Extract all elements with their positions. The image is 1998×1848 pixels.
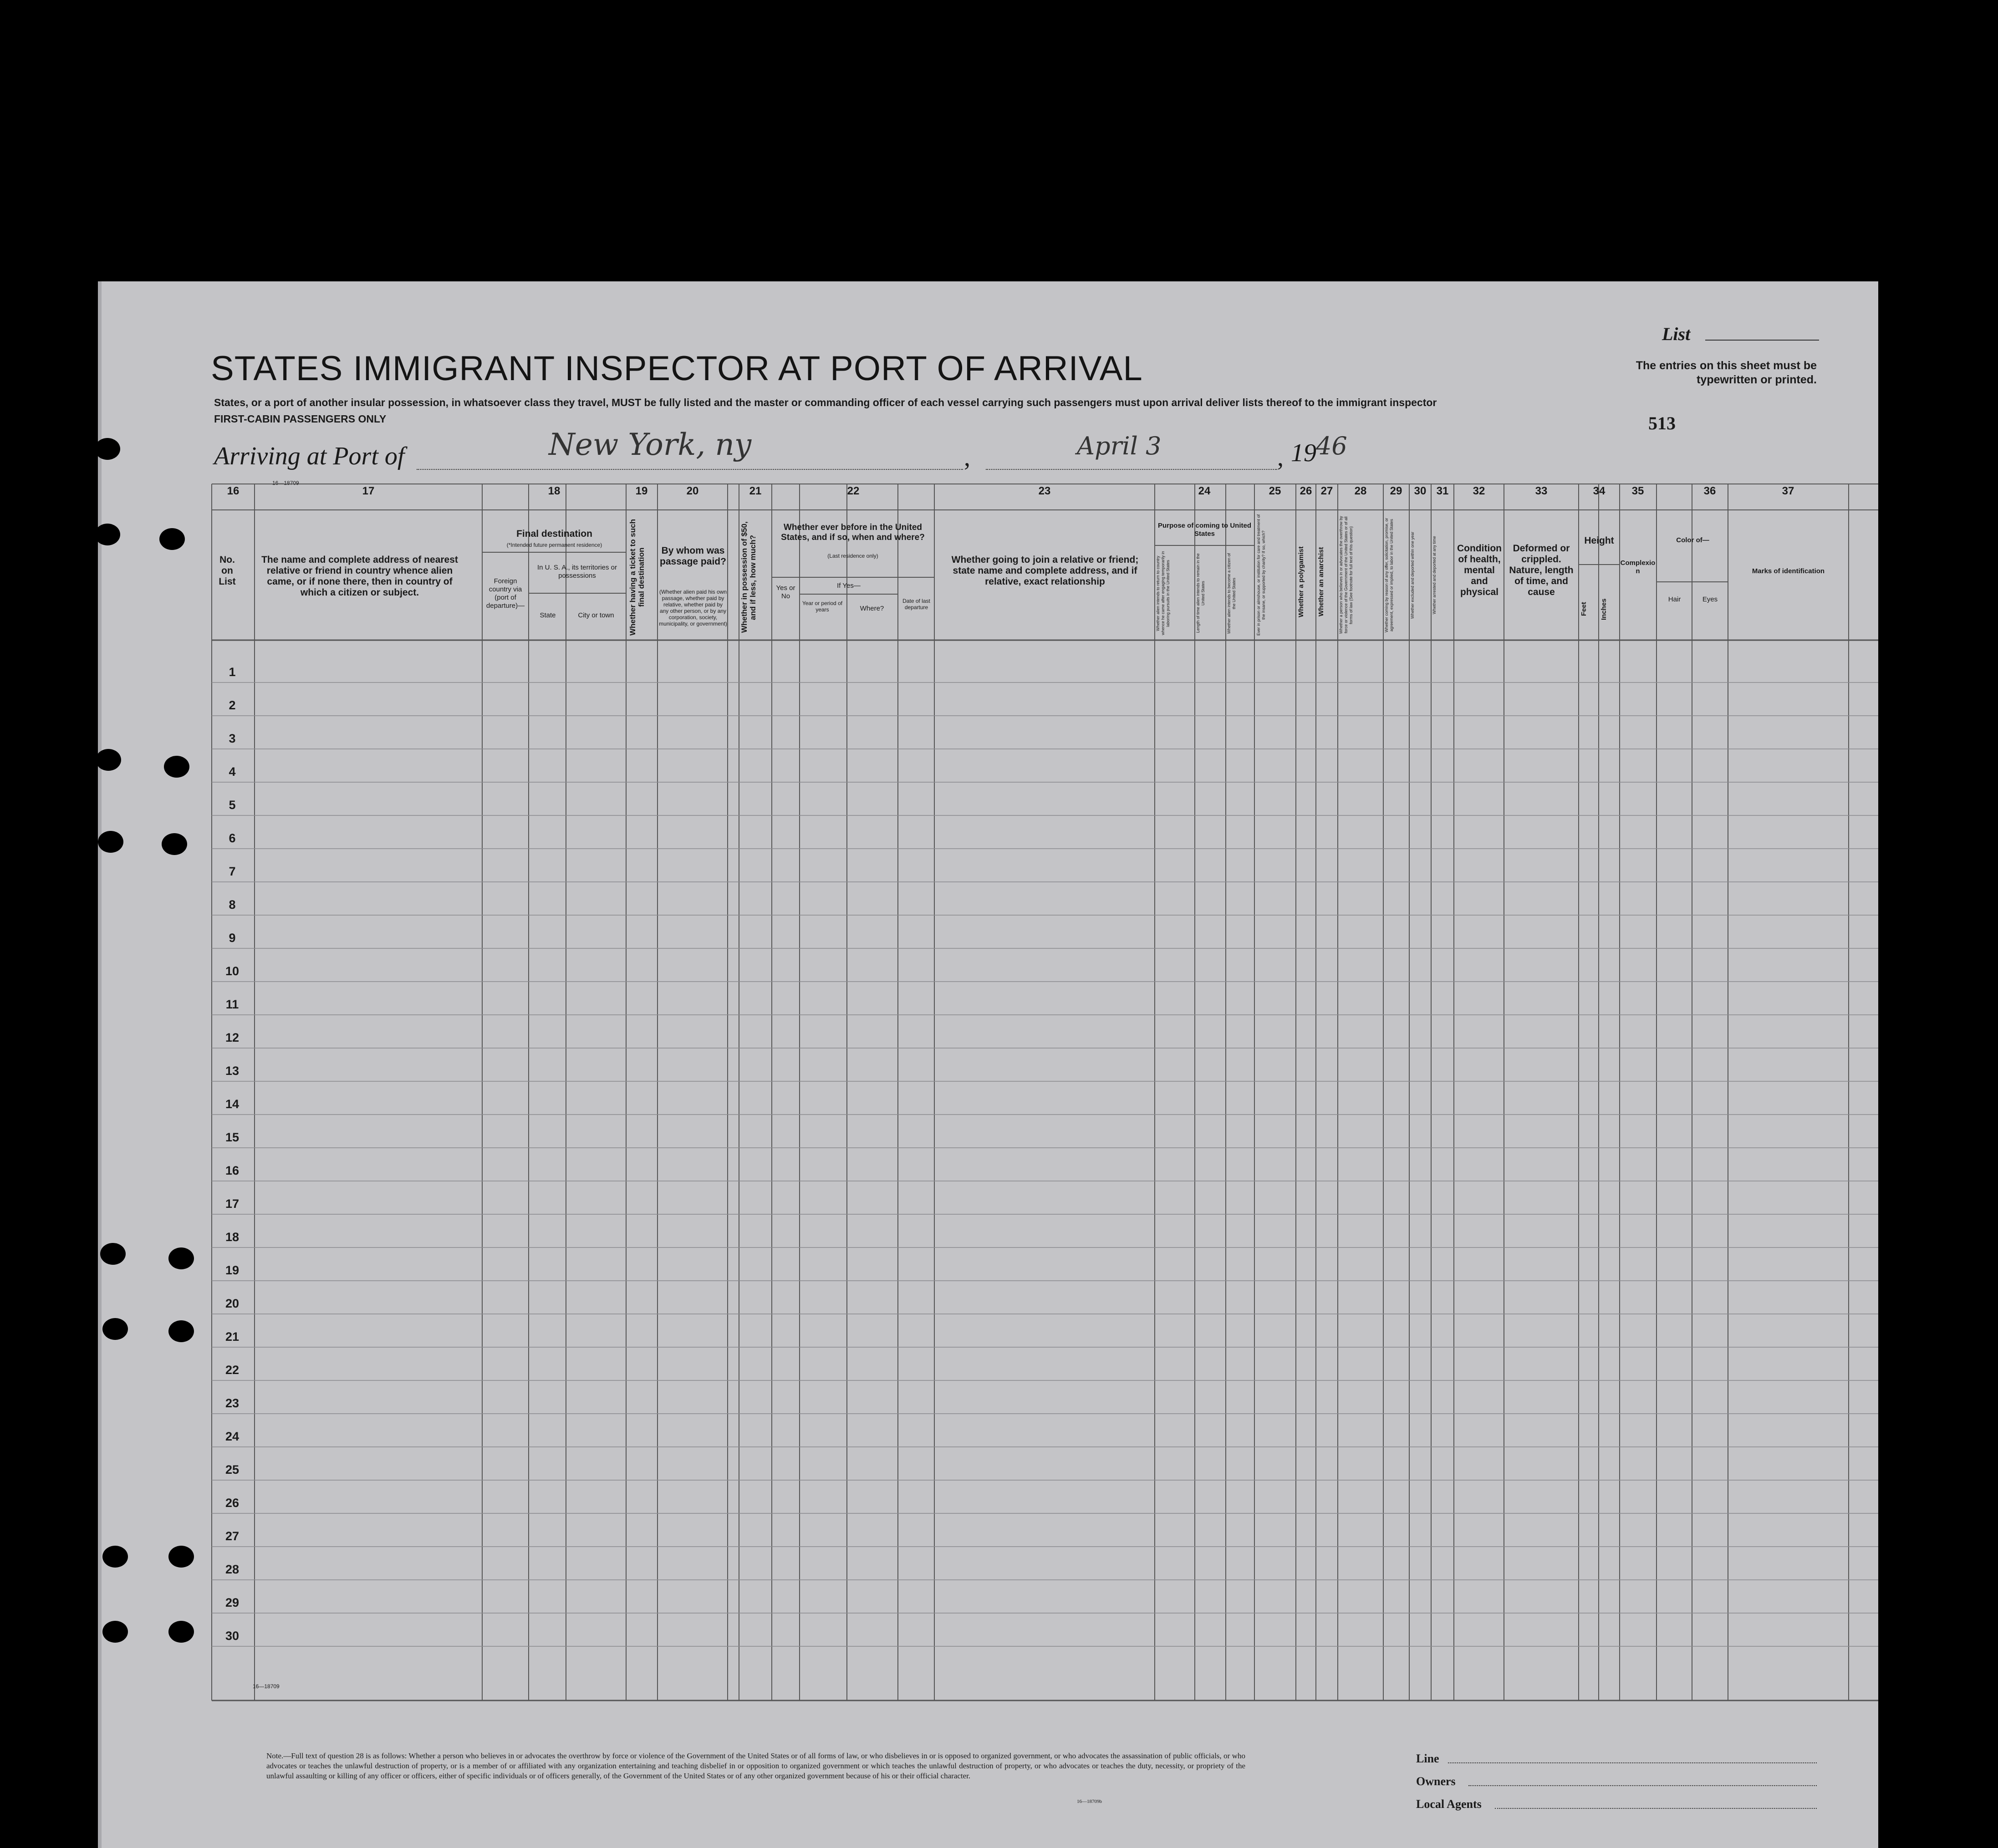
footnote-question-28: Note.—Full text of question 28 is as follows: Whether a person who believes in or advocates the overthrow by force or violence of the Government of the United States or of all forms of law, or who disbelieves in or is opposed to organized government, or who advocates the assassination of public officials, or who advocates or teaches the unlawful destruction of property, or is a member of or affiliated with any organization entertaining and teaching disbelief in or opposition to organized government or which teaches the unlawful destruction of property, or who advocates or teaches the duty, necessity, or propriety of the unlawful assaulting or killing of any officer or officers, either of specific individuals or of officers generally, of the Government of the United States or of any other organized government because of his or their official character. xyxy=(266,1751,1245,1780)
punch-hole xyxy=(102,1546,128,1568)
row-number: 6 xyxy=(229,831,236,845)
row-number: 17 xyxy=(225,1197,240,1211)
date-handwritten: April 3 xyxy=(1077,432,1162,460)
row-number: 9 xyxy=(229,931,236,945)
punch-hole xyxy=(95,438,120,460)
row-number: 23 xyxy=(225,1396,240,1410)
row-number: 11 xyxy=(225,998,239,1011)
punch-hole xyxy=(96,749,121,771)
header-marks-identification: Marks of identification xyxy=(1752,567,1825,575)
row-number: 24 xyxy=(225,1430,240,1443)
column-number: 29 xyxy=(1390,485,1402,497)
manifest-grid xyxy=(98,281,1878,1848)
row-number: 1 xyxy=(229,665,236,679)
column-number: 26 xyxy=(1300,485,1312,497)
column-number: 17 xyxy=(362,485,375,497)
header-complexion: Complexion xyxy=(1620,559,1656,575)
punch-hole xyxy=(168,1546,194,1568)
header-date-departure: Date of last departure xyxy=(902,598,930,611)
row-number: 5 xyxy=(229,798,236,812)
owners-field xyxy=(1468,1785,1817,1786)
header-join-relative: Whether going to join a relative or friend; state name and complete address, and if relative, exact relationship xyxy=(951,555,1139,587)
header-feet: Feet xyxy=(1580,602,1588,616)
header-years: Year or period of years xyxy=(802,600,843,613)
header-height: Height xyxy=(1584,535,1614,546)
arriving-label: Arriving at Port of xyxy=(214,442,405,470)
punch-hole xyxy=(164,756,189,778)
list-number: 513 xyxy=(1648,413,1676,433)
column-number: 18 xyxy=(548,485,561,497)
header-state: State xyxy=(540,611,556,619)
row-number: 20 xyxy=(225,1297,240,1310)
header-ticket: Whether having a ticket to such final destination xyxy=(628,519,646,636)
header-health: Condition of health, mental and physical xyxy=(1457,543,1502,597)
header-overthrow: Whether a person who believes in or advocates the overthrow by force or violence of the Government of the United States or of all forms of law (See footnote for full text of this question) xyxy=(1339,516,1353,634)
header-city: City or town xyxy=(578,611,614,619)
header-if-yes: If Yes— xyxy=(837,582,861,590)
header-inches: Inches xyxy=(1600,598,1608,620)
punch-hole xyxy=(159,528,185,550)
column-number: 21 xyxy=(749,485,762,497)
header-purpose: Purpose of coming to United States xyxy=(1158,522,1251,538)
comma: , xyxy=(964,443,970,472)
punch-hole xyxy=(102,1621,128,1643)
row-number: 26 xyxy=(225,1496,240,1510)
punch-hole xyxy=(168,1320,194,1342)
form-title: STATES IMMIGRANT INSPECTOR AT PORT OF ARRIVAL xyxy=(211,349,1143,388)
header-yes-no: Yes or No xyxy=(776,584,795,600)
local-agents-field xyxy=(1495,1808,1817,1809)
form-number-bottom: 16—18709 xyxy=(253,1683,280,1690)
header-nearest-relative: The name and complete address of nearest relative or friend in country whence alien came, or if none there, then in country of which a citizen or subject. xyxy=(261,555,458,598)
local-agents-label: Local Agents xyxy=(1416,1797,1482,1811)
column-number: 28 xyxy=(1354,485,1367,497)
row-number: 7 xyxy=(229,865,236,878)
column-number: 20 xyxy=(686,485,699,497)
row-number: 15 xyxy=(225,1130,240,1144)
punch-hole xyxy=(100,1243,126,1265)
header-return-intent: Whether alien intends to return to country whence he came after engaging temporarily in laboring pursuits in the United States xyxy=(1156,551,1170,636)
row-number: 27 xyxy=(225,1529,240,1543)
row-number: 8 xyxy=(229,898,236,911)
row-number: 3 xyxy=(229,732,236,745)
header-length-stay: Length of time alien intends to remain in the United States xyxy=(1196,553,1205,633)
row-number: 4 xyxy=(229,765,236,779)
header-final-destination: Final destination xyxy=(516,529,592,539)
header-before-in-us: Whether ever before in the United States, and if so, when and where? xyxy=(781,523,925,542)
column-number: 36 xyxy=(1703,485,1716,497)
header-excluded: Whether excluded and deported within one year xyxy=(1410,531,1415,619)
header-in-usa: In U. S. A., its territories or possessions xyxy=(537,564,617,580)
header-polygamist: Whether a polygamist xyxy=(1297,546,1305,617)
column-number: 31 xyxy=(1436,485,1449,497)
form-number: 16—18709 xyxy=(272,480,299,486)
row-number: 21 xyxy=(225,1330,240,1344)
header-arrested: Whether arrested and deported at any time xyxy=(1432,536,1437,614)
row-number: 29 xyxy=(225,1596,240,1609)
column-number: 27 xyxy=(1320,485,1333,497)
column-number: 16 xyxy=(227,485,240,497)
header-prison: Ever in prison or almshouse, or institution for care and treatment of the insane, or supported by charity? If so, which? xyxy=(1256,514,1266,636)
punch-hole xyxy=(162,833,187,855)
column-number: 19 xyxy=(635,485,648,497)
row-number: 12 xyxy=(225,1031,240,1044)
column-number: 23 xyxy=(1038,485,1051,497)
row-number: 19 xyxy=(225,1263,240,1277)
row-number: 2 xyxy=(229,698,236,712)
punch-hole xyxy=(102,1318,128,1340)
header-passage-paid-note: (Whether alien paid his own passage, whether paid by relative, whether paid by any other person, or by any corporation, society, municipality, or government) xyxy=(659,589,727,627)
punch-hole xyxy=(98,831,123,853)
row-number: 16 xyxy=(225,1164,240,1177)
row-number: 30 xyxy=(225,1629,240,1643)
entries-note: The entries on this sheet must be typewritten or printed. xyxy=(1636,359,1817,386)
column-number: 33 xyxy=(1535,485,1548,497)
passenger-class-text: FIRST-CABIN PASSENGERS ONLY xyxy=(214,413,387,425)
list-label: List xyxy=(1662,324,1691,344)
year-prefix: 19 xyxy=(1291,439,1316,467)
header-labor-offer: Whether coming by reason of any offer, solicitation, promise, or agreement, expressed or implied, to labor in the United States xyxy=(1384,518,1394,632)
row-number: 25 xyxy=(225,1463,240,1476)
column-number: 22 xyxy=(847,485,860,497)
punch-hole xyxy=(168,1621,194,1643)
header-color-of: Color of— xyxy=(1676,536,1709,544)
header-foreign-country: Foreign country via (port of departure)— xyxy=(486,577,525,610)
header-where: Where? xyxy=(860,605,884,612)
header-hair: Hair xyxy=(1668,596,1681,603)
punch-hole xyxy=(168,1247,194,1269)
owners-label: Owners xyxy=(1416,1775,1456,1788)
instruction-text: States, or a port of another insular possession, in whatsoever class they travel, MUST be fully listed and the master or commanding officer of each vessel carrying such passengers must upon arrival deliver lists thereof to the immigrant inspector xyxy=(214,397,1437,408)
column-number: 35 xyxy=(1631,485,1644,497)
header-anarchist: Whether an anarchist xyxy=(1317,547,1325,617)
line-label: Line xyxy=(1416,1752,1439,1765)
column-number: 25 xyxy=(1269,485,1281,497)
column-number: 24 xyxy=(1198,485,1211,497)
row-number: 18 xyxy=(225,1230,240,1244)
manifest-sheet xyxy=(98,281,1878,1848)
header-passage-paid: By whom was passage paid? xyxy=(660,545,726,567)
row-number: 10 xyxy=(225,964,240,978)
header-last-residence: (Last residence only) xyxy=(827,553,878,559)
punch-hole xyxy=(95,524,120,545)
row-number: 14 xyxy=(225,1097,240,1111)
column-number: 30 xyxy=(1414,485,1427,497)
line-field xyxy=(1448,1762,1817,1763)
row-number: 28 xyxy=(225,1563,240,1576)
header-no-on-list: No. on List xyxy=(219,555,236,587)
footnote-form-number: 16—18709b xyxy=(1077,1799,1102,1804)
comma: , xyxy=(1277,443,1284,472)
column-number: 32 xyxy=(1473,485,1485,497)
row-number: 13 xyxy=(225,1064,240,1078)
column-number: 34 xyxy=(1593,485,1606,497)
header-fifty-dollars: Whether in possession of $50, and if less, how much? xyxy=(740,521,757,633)
row-number: 22 xyxy=(225,1363,240,1377)
header-citizen-intent: Whether alien intends to become a citizen of the United States xyxy=(1227,553,1236,634)
header-deformed: Deformed or crippled. Nature, length of time, and cause xyxy=(1509,543,1574,597)
port-handwritten: New York, ny xyxy=(549,427,752,462)
year-handwritten: 46 xyxy=(1316,432,1347,460)
header-eyes: Eyes xyxy=(1702,596,1718,603)
header-final-destination-note: (*Intended future permanent residence) xyxy=(506,542,602,548)
column-number: 37 xyxy=(1782,485,1794,497)
